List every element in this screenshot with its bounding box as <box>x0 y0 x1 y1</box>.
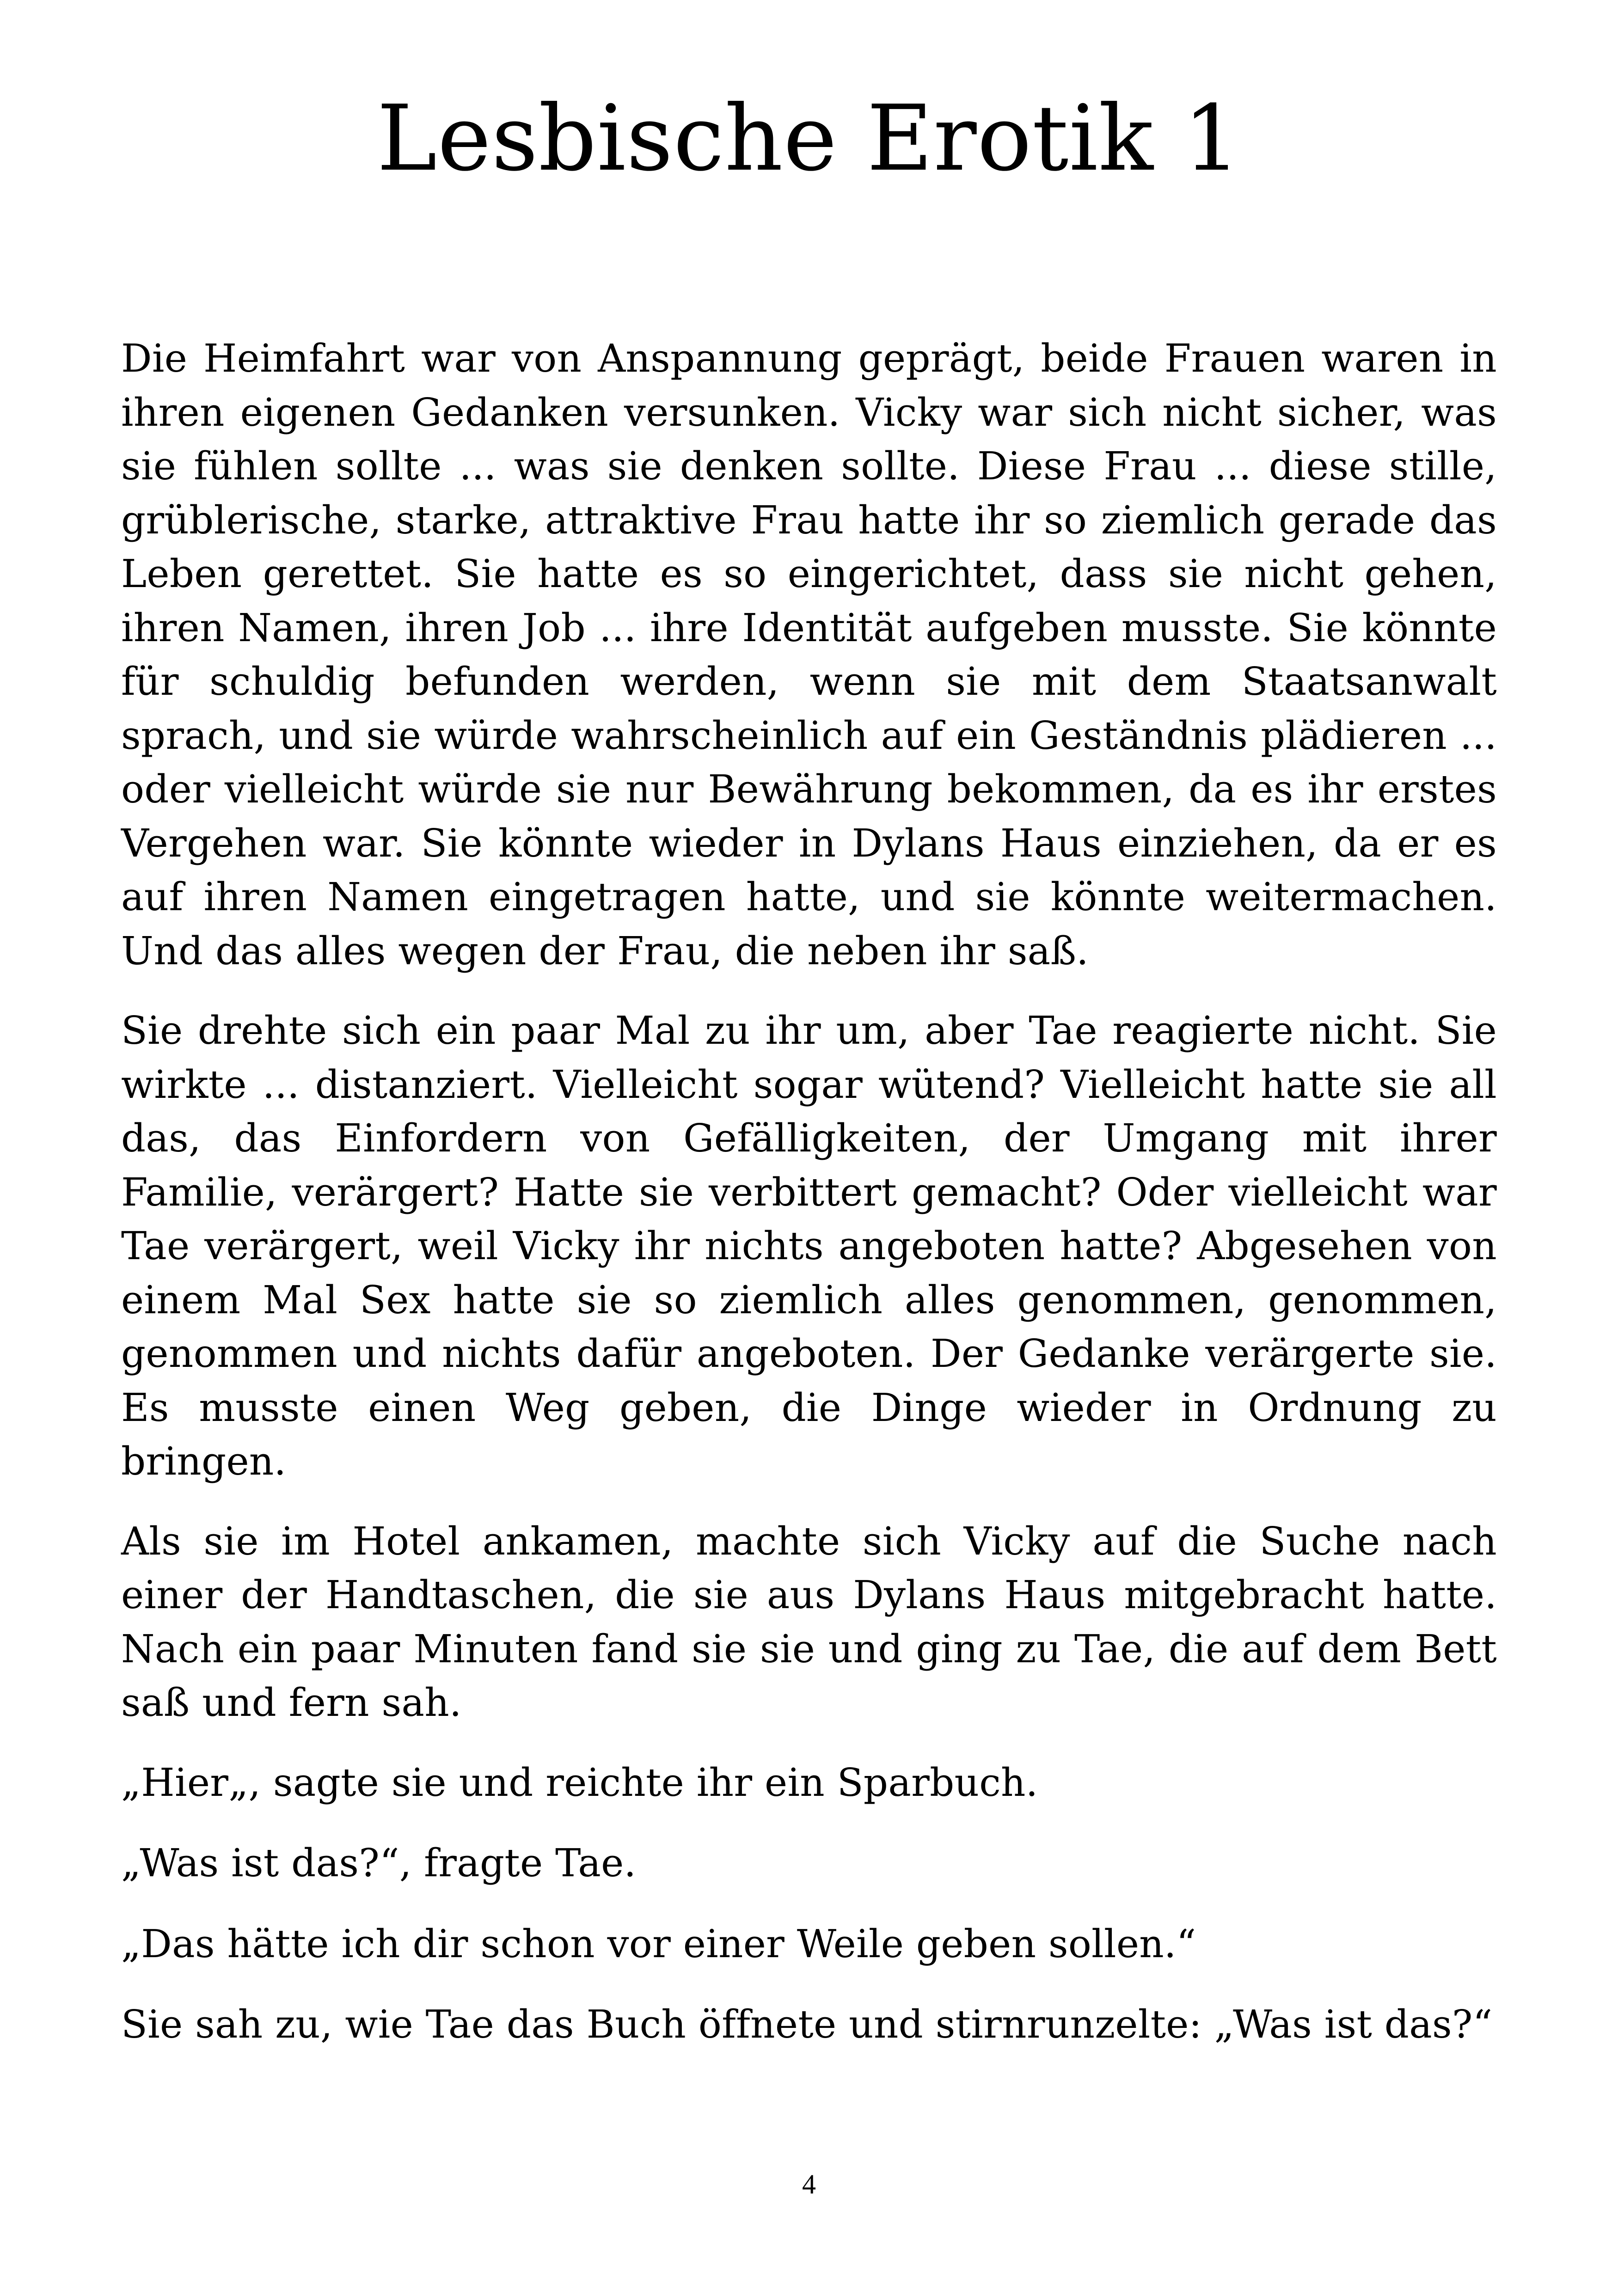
body-text <box>121 332 1497 2079</box>
paragraph: „Das hätte ich dir schon vor einer Weile geben sollen.“ <box>121 1921 1196 1966</box>
paragraph: Die Heimfahrt war von Anspannung geprägt, beide Frauen waren in ihren eigenen Gedanken versunken. Vicky war sich nicht sicher, was sie fühlen sollte ... was sie denken sollte. Diese Frau ... diese stille, grüblerische, starke, attraktive Frau hatte ihr so ziemlich gerade das Leben gerettet. Sie hatte es so eingerichtet, dass sie nicht gehen, ihren Namen, ihren Job ... ihre Identität aufgeben musste. Sie könnte für schuldig befunden werden, wenn sie mit dem Staatsanwalt sprach, und sie würde wahrscheinlich auf ein Geständnis plädieren ... oder vielleicht würde sie nur Bewährung bekommen, da es ihr erstes Vergehen war. Sie könnte wieder in Dylans Haus einziehen, da er es auf ihren Namen eingetragen hatte, und sie könnte weitermachen. Und das alles wegen der Frau, die neben ihr saß. <box>121 336 1497 974</box>
paragraph: „Hier„, sagte sie und reichte ihr ein Sparbuch. <box>121 1760 1038 1805</box>
paragraph: Als sie im Hotel ankamen, machte sich Vicky auf die Suche nach einer der Handtaschen, die sie aus Dylans Haus mitgebracht hatte. Nach ein paar Minuten fand sie sie und ging zu Tae, die auf dem Bett saß und fern sah. <box>121 1518 1497 1725</box>
page-title: Lesbische Erotik 1 <box>377 86 1241 191</box>
page-number: 4 <box>802 2169 816 2199</box>
paragraph: Sie sah zu, wie Tae das Buch öffnete und stirnrunzelte: „Was ist das?“ <box>121 2002 1493 2047</box>
paragraph: „Was ist das?“, fragte Tae. <box>121 1841 637 1886</box>
paragraph: Sie drehte sich ein paar Mal zu ihr um, aber Tae reagierte nicht. Sie wirkte ... distanziert. Vielleicht sogar wütend? Vielleicht hatte sie all das, das Einfordern von Gefälligkeiten, der Umgang mit ihrer Familie, verärgert? Hatte sie verbittert gemacht? Oder vielleicht war Tae verärgert, weil Vicky ihr nichts angeboten hatte? Abgesehen von einem Mal Sex hatte sie so ziemlich alles genommen, genommen, genommen und nichts dafür angeboten. Der Gedanke verärgerte sie. Es musste einen Weg geben, die Dinge wieder in Ordnung zu bringen. <box>121 1008 1497 1484</box>
